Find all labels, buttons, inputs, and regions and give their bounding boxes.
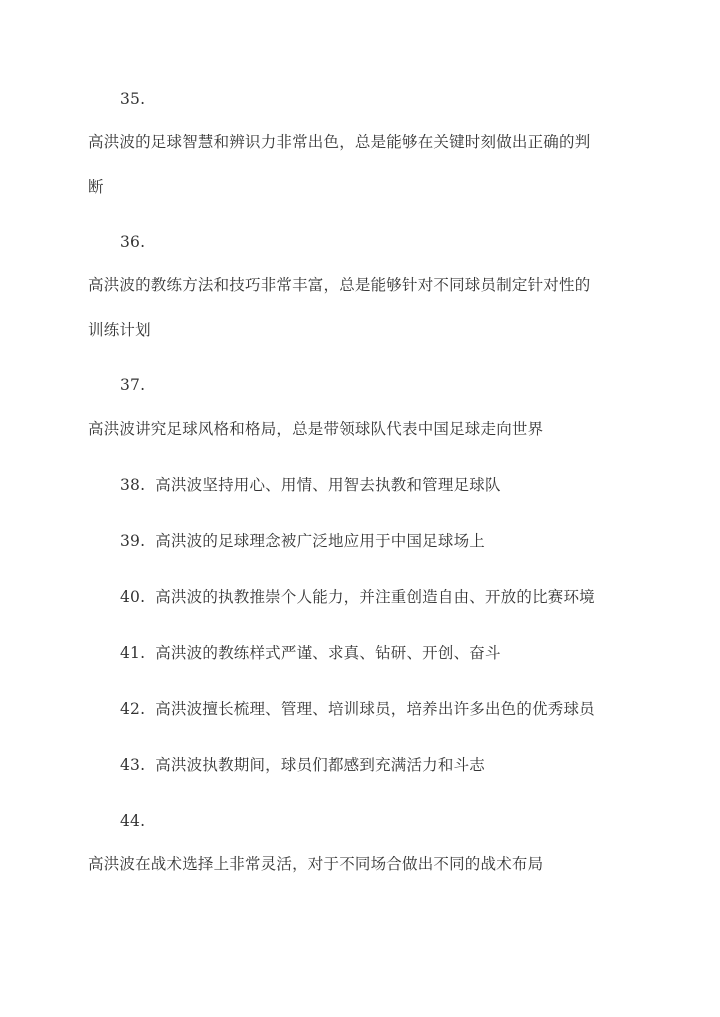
item-text: 高洪波执教期间，球员们都感到充满活力和斗志 (155, 756, 485, 774)
item-number: 38. (120, 476, 146, 494)
item-number: 42. (120, 700, 146, 718)
item-text: 高洪波的足球智慧和辨识力非常出色，总是能够在关键时刻做出正确的判 (88, 133, 591, 151)
item-text: 高洪波的执教推崇个人能力，并注重创造自由、开放的比赛环境 (155, 588, 595, 606)
item-text: 高洪波的教练样式严谨、求真、钻研、开创、奋斗 (155, 644, 501, 662)
item-text: 高洪波坚持用心、用情、用智去执教和管理足球队 (155, 476, 501, 494)
list-item (120, 754, 485, 776)
item-number: 44. (120, 812, 146, 830)
item-text: 高洪波在战术选择上非常灵活，对于不同场合做出不同的战术布局 (88, 855, 544, 873)
item-text-continuation: 断 (88, 178, 104, 196)
item-number: 43. (120, 756, 146, 774)
list-item (120, 698, 595, 720)
item-text: 高洪波的足球理念被广泛地应用于中国足球场上 (155, 532, 485, 550)
list-item (120, 586, 595, 608)
item-number: 39. (120, 532, 146, 550)
list-item (120, 642, 501, 664)
item-number: 40. (120, 588, 146, 606)
item-text: 高洪波的教练方法和技巧非常丰富，总是能够针对不同球员制定针对性的 (88, 276, 591, 294)
item-text-continuation: 训练计划 (88, 321, 151, 339)
item-number: 35. (120, 90, 146, 108)
item-number: 41. (120, 644, 146, 662)
list-item (120, 530, 485, 552)
list-item (120, 474, 501, 496)
item-text: 高洪波讲究足球风格和格局，总是带领球队代表中国足球走向世界 (88, 420, 544, 438)
item-text: 高洪波擅长梳理、管理、培训球员，培养出许多出色的优秀球员 (155, 700, 595, 718)
item-number: 37. (120, 376, 146, 394)
item-number: 36. (120, 233, 146, 251)
